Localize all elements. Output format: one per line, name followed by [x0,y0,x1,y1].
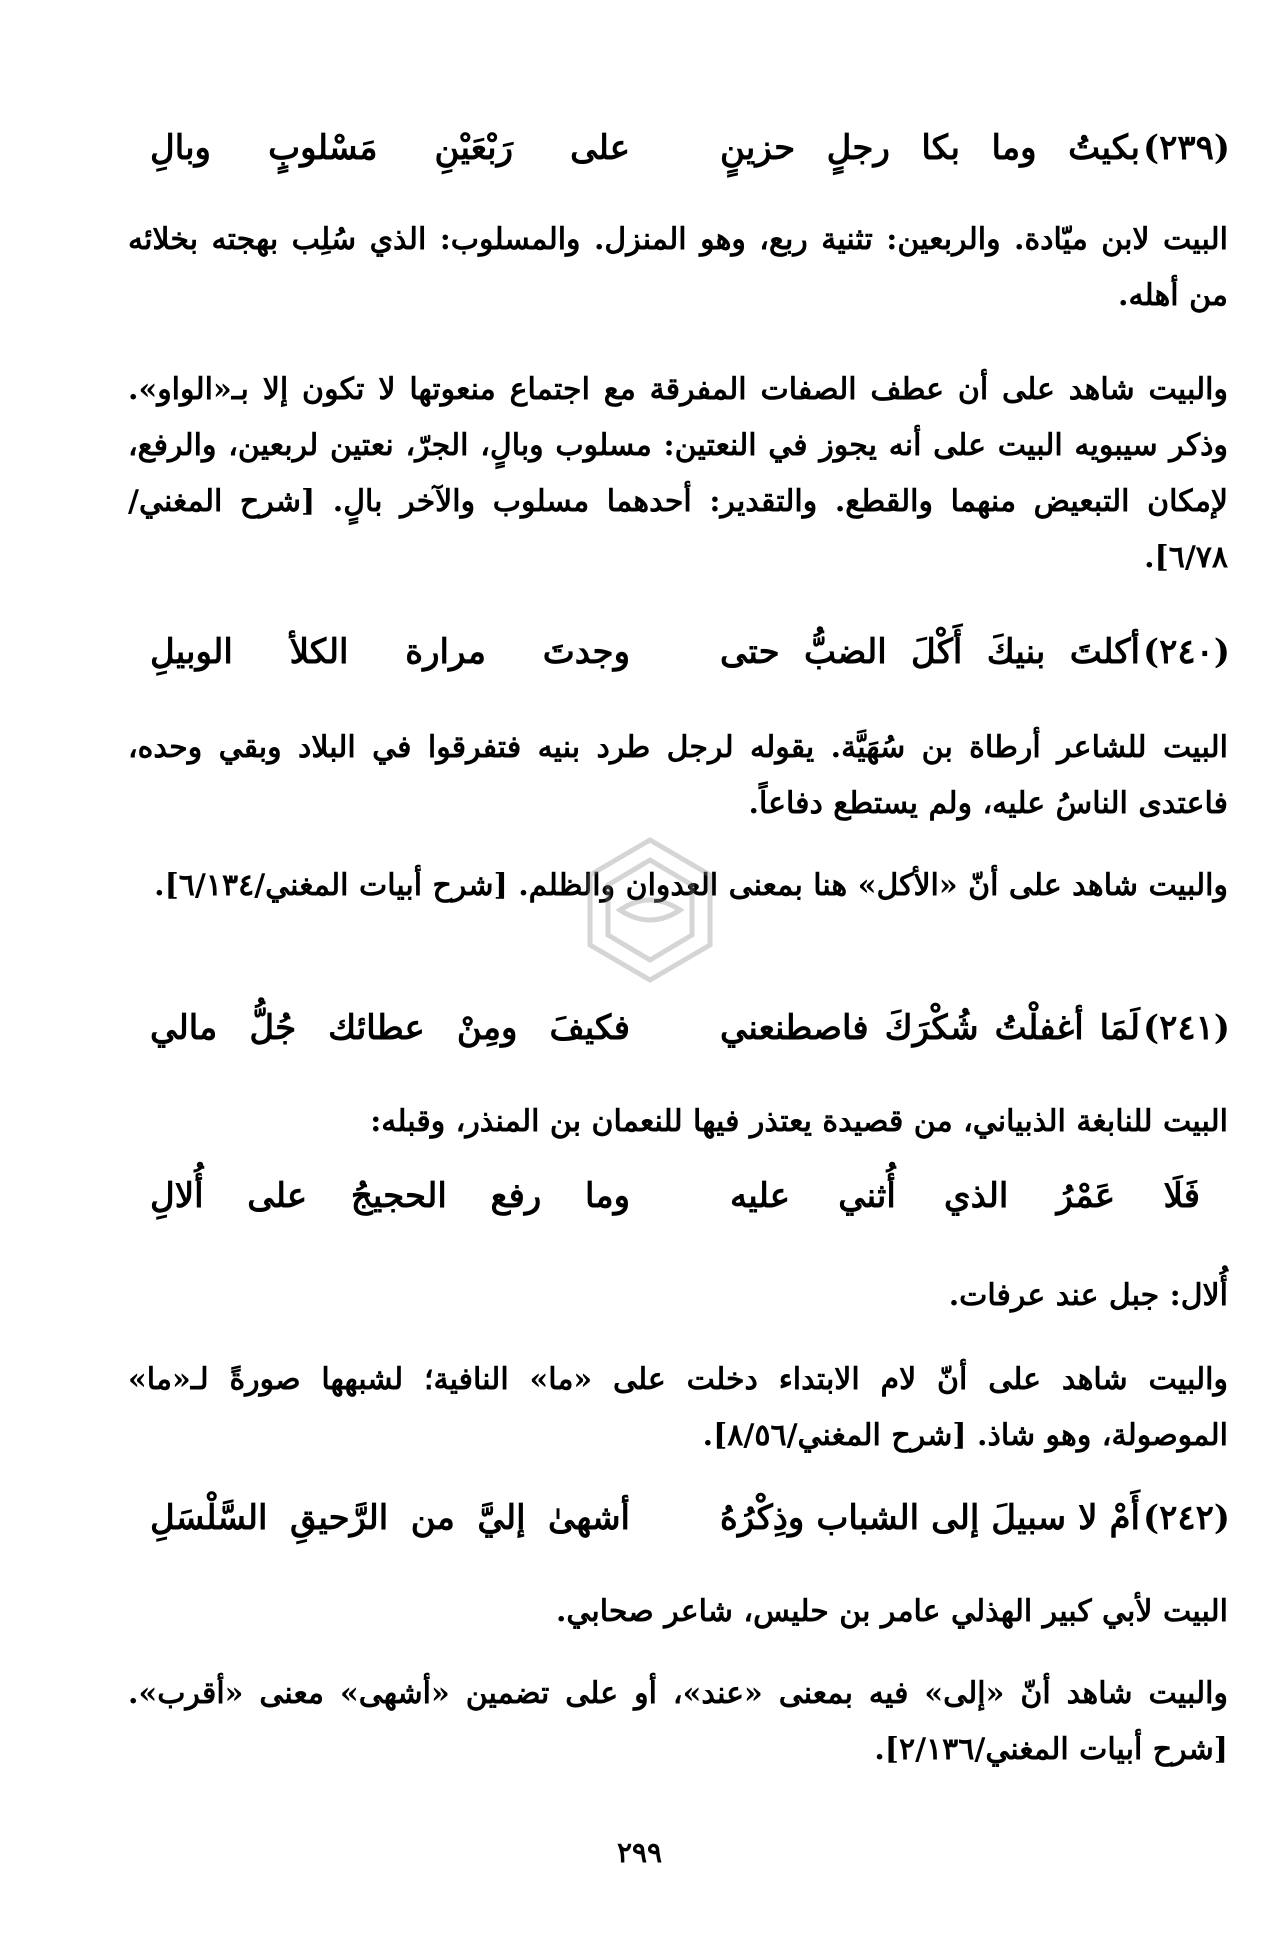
verse-hemistich-1: بكيتُ وما بكا رجلٍ حزينٍ [720,128,1140,168]
commentary-paragraph: البيت للنابغة الذبياني، من قصيدة يعتذر فيها للنعمان بن المنذر، وقبله: [370,1104,1228,1139]
verse-hemistich-1: أكلتَ بنيكَ أَكْلَ الضبُّ حتى [720,632,1140,672]
commentary-paragraph: والبيت شاهد على أنّ لام الابتداء دخلت على «ما» النافية؛ لشبهها صورةً لـ«ما» الموصولة، وهو شاذ. [شرح المغني/٨/٥٦]. [128,1362,1228,1453]
verse-number: (٢٤١) [1143,1008,1230,1048]
commentary-paragraph: البيت للشاعر أرطاة بن سُهَيَّة. يقوله لرجل طرد بنيه فتفرقوا في البلاد وبقي وحده، فاعتدى الناسُ عليه، ولم يستطع دفاعاً. [128,730,1228,821]
verse-number: (٢٣٩) [1143,128,1230,168]
verse-239 [150,128,1230,188]
verse-hemistich-2: فكيفَ ومِنْ عطائك جُلُّ مالي [150,1008,630,1048]
verse-hemistich-2: على رَبْعَيْنِ مَسْلوبٍ وبالِ [150,128,630,168]
quoted-verse [150,1176,1230,1236]
commentary-paragraph: البيت لابن ميّادة. والربعين: تثنية ربع، وهو المنزل. والمسلوب: الذي سُلِب بهجته بخلائه من أهله. [128,222,1228,313]
verse-number: (٢٤٠) [1143,632,1230,672]
verse-hemistich-2: أشهىٰ إليَّ من الرَّحيقِ السَّلْسَلِ [150,1498,630,1538]
page-number: ٢٩٩ [616,1836,663,1869]
verse-241 [150,1008,1230,1068]
verse-240 [150,632,1230,692]
verse-number: (٢٤٢) [1143,1498,1230,1538]
commentary-paragraph: البيت لأبي كبير الهذلي عامر بن حليس، شاعر صحابي. [555,1594,1228,1629]
watermark-logo [560,830,740,1000]
verse-hemistich-1: أَمْ لا سبيلَ إلى الشباب وذِكْرُهُ [720,1498,1140,1538]
verse-hemistich-2: وما رفع الحجيجُ على أُلالِ [150,1176,630,1216]
commentary-paragraph: والبيت شاهد أنّ «إلى» فيه بمعنى «عند»، أو على تضمين «أشهى» معنى «أقرب». [شرح أبيات المغني/٢/١٣٦]. [128,1676,1228,1767]
verse-hemistich-1: لَمَا أغفلْتُ شُكْرَكَ فاصطنعني [720,1008,1140,1048]
commentary-paragraph: والبيت شاهد على أنّ «الأكل» هنا بمعنى العدوان والظلم. [شرح أبيات المغني/٦/١٣٤]. [154,868,1228,903]
commentary-paragraph: أُلال: جبل عند عرفات. [948,1278,1228,1313]
verse-hemistich-2: وجدتَ مرارة الكلأ الوبيلِ [150,632,630,672]
verse-242 [150,1498,1230,1558]
verse-hemistich-1: فَلَا عَمْرُ الذي أُثني عليه [730,1176,1200,1216]
commentary-paragraph: والبيت شاهد على أن عطف الصفات المفرقة مع اجتماع منعوتها لا تكون إلا بـ«الواو». وذكر سيبويه البيت على أنه يجوز في النعتين: مسلوب وبالٍ، الجرّ، نعتين لربعين، والرفع، لإمكان التبعيض منهما والقطع. والتقدير: أحدهما مسلوب والآخر بالٍ. [شرح المغني/٦/٧٨]. [128,372,1228,575]
